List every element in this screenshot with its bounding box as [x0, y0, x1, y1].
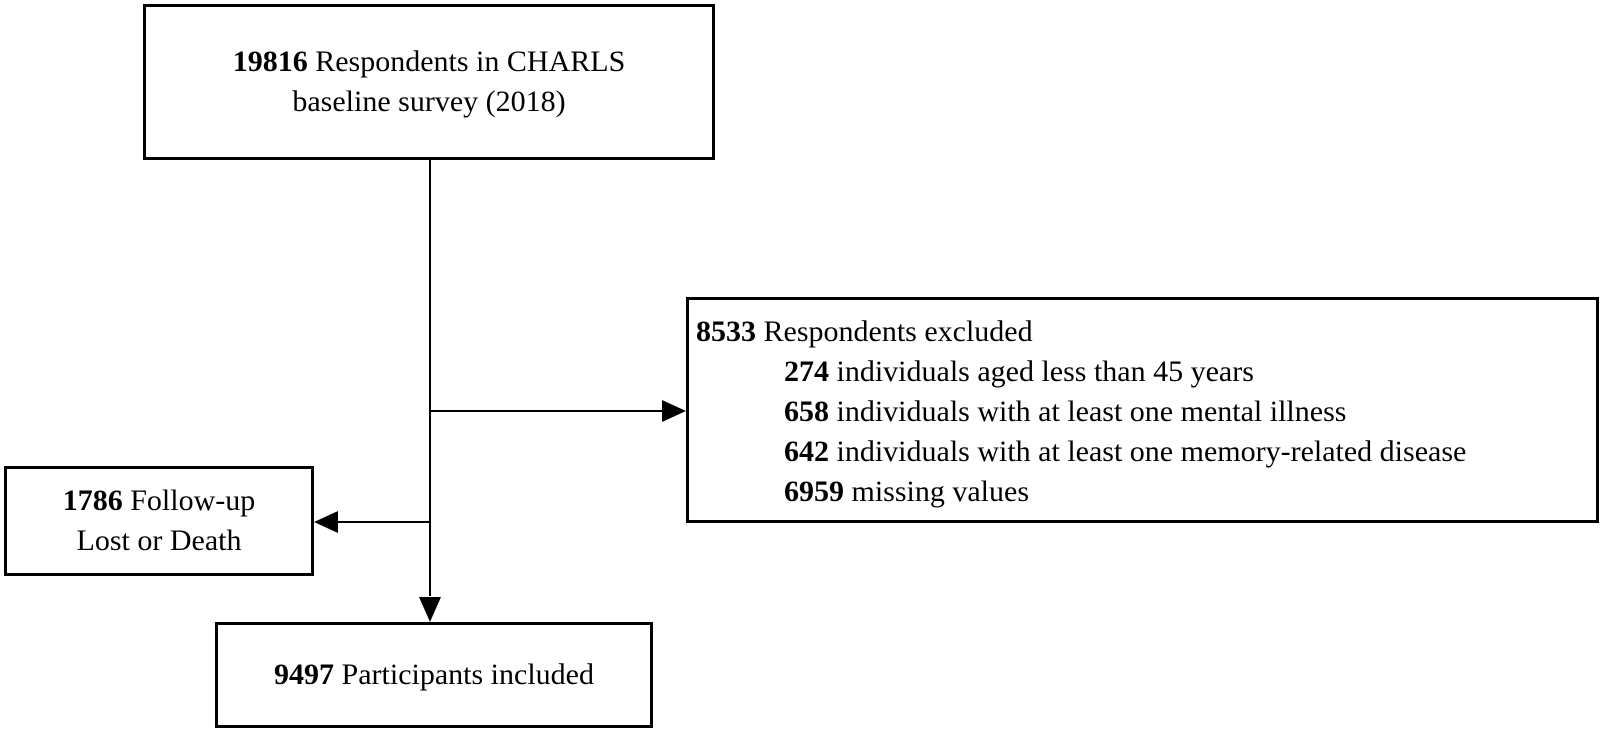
reason-text: individuals aged less than 45 years [829, 355, 1254, 388]
lost-text-line1: Follow-up [122, 484, 256, 517]
reason-count: 274 [784, 355, 829, 388]
reason-count: 6959 [784, 475, 844, 508]
baseline-line1 [233, 42, 626, 82]
excluded-box [686, 297, 1599, 523]
baseline-text-line1: Respondents in CHARLS [307, 45, 626, 78]
reason-count: 642 [784, 435, 829, 468]
included-box [215, 622, 653, 728]
included-line [274, 655, 594, 695]
lost-count: 1786 [62, 484, 123, 517]
baseline-box [143, 4, 715, 160]
reason-text: missing values [844, 475, 1029, 508]
lost-line1 [63, 481, 256, 521]
exclusion-reason-age [696, 352, 1596, 392]
reason-count: 658 [784, 395, 829, 428]
lost-text-line2: Lost or Death [76, 524, 242, 557]
reason-text: individuals with at least one memory-related disease [829, 435, 1467, 468]
excluded-header [696, 312, 1596, 352]
exclusion-reason-missing-values [696, 472, 1596, 512]
included-text: Participants included [334, 658, 594, 691]
reason-text: individuals with at least one mental illness [829, 395, 1347, 428]
main-arrowhead [419, 597, 441, 622]
excluded-arrowhead [662, 400, 686, 422]
included-count: 9497 [274, 658, 335, 691]
lost-arrowhead [314, 511, 338, 533]
baseline-count: 19816 [232, 45, 308, 78]
excluded-text: Respondents excluded [756, 315, 1033, 348]
exclusion-reason-mental-illness [696, 392, 1596, 432]
excluded-count: 8533 [696, 315, 756, 348]
lost-box [4, 466, 314, 576]
exclusion-reason-memory-disease [696, 432, 1596, 472]
baseline-text-line2: baseline survey (2018) [292, 85, 566, 118]
